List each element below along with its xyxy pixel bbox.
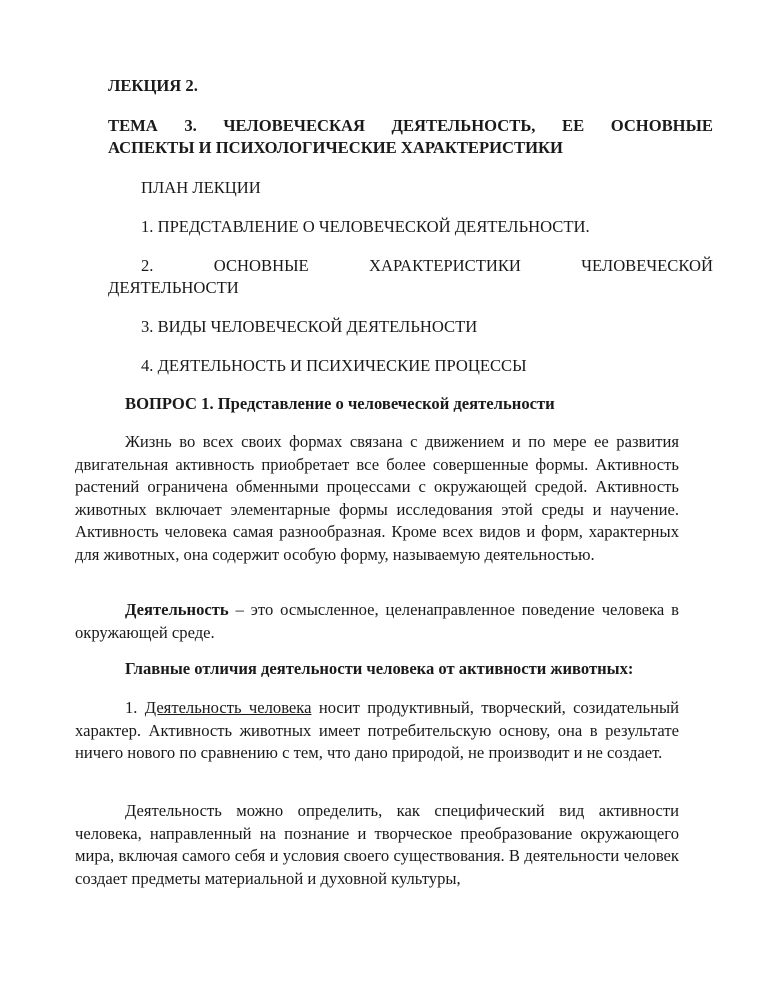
- definition-term: Деятельность: [125, 600, 229, 619]
- differences-heading: Главные отличия деятельности человека от активности животных:: [125, 659, 634, 678]
- plan-item-2-word: ХАРАКТЕРИСТИКИ: [369, 256, 521, 275]
- plan-item-3: 3. ВИДЫ ЧЕЛОВЕЧЕСКОЙ ДЕЯТЕЛЬНОСТИ: [141, 317, 478, 336]
- topic-word: ДЕЯТЕЛЬНОСТЬ,: [391, 116, 536, 135]
- topic-word: ЕЕ: [562, 116, 585, 135]
- paragraph-activity-forms: Жизнь во всех своих формах связана с движением и по мере ее развития двигательная активность приобретает все более совершенные формы. Активность растений ограничена обменными процессами с окружающей средой. Активность животных включает элементарные формы исследования этой среды и научение. Активность человека самая разнообразная. Кроме всех видов и форм, характерных для животных, она содержит особую форму, называемую деятельностью.: [75, 432, 679, 564]
- lecture-number: ЛЕКЦИЯ 2.: [108, 76, 198, 95]
- difference-text: носит продуктивный, творческий, созидательный характер. Активность животных имеет потребительскую основу, она в результате ничего нового по сравнению с тем, что дано природой, не производит и не создает.: [75, 698, 679, 762]
- plan-item-2-word: ОСНОВНЫЕ: [213, 256, 309, 275]
- plan-item-2-word: ЧЕЛОВЕЧЕСКОЙ: [581, 256, 713, 275]
- paragraph-activity-definition: Деятельность можно определить, как специфический вид активности человека, направленный на познание и творческое преобразование окружающего мира, включая самого себя и условия своего существования. В деятельности человек создает предметы материальной и духовной культуры,: [75, 801, 679, 888]
- difference-underlined-term: Деятельность человека: [144, 698, 312, 717]
- difference-number: 1.: [125, 698, 145, 717]
- definition-text: – это осмысленное, целенаправленное поведение человека в окружающей среде.: [75, 600, 679, 642]
- topic-word: 3.: [184, 116, 197, 135]
- plan-item-1: 1. ПРЕДСТАВЛЕНИЕ О ЧЕЛОВЕЧЕСКОЙ ДЕЯТЕЛЬНОСТИ.: [141, 217, 590, 236]
- question-heading: ВОПРОС 1. Представление о человеческой деятельности: [125, 394, 555, 413]
- paragraph-definition: [75, 599, 679, 644]
- topic-line-2: АСПЕКТЫ И ПСИХОЛОГИЧЕСКИЕ ХАРАКТЕРИСТИКИ: [108, 138, 563, 157]
- plan-title: ПЛАН ЛЕКЦИИ: [141, 178, 261, 197]
- topic-line-1: [108, 116, 713, 136]
- plan-item-2-word: 2.: [141, 256, 154, 275]
- paragraph-difference-1: [75, 697, 679, 765]
- plan-item-4: 4. ДЕЯТЕЛЬНОСТЬ И ПСИХИЧЕСКИЕ ПРОЦЕССЫ: [141, 356, 527, 375]
- topic-word: ОСНОВНЫЕ: [610, 116, 713, 135]
- topic-word: ЧЕЛОВЕЧЕСКАЯ: [223, 116, 365, 135]
- plan-item-2: [141, 256, 713, 276]
- plan-item-2-continuation: ДЕЯТЕЛЬНОСТИ: [108, 278, 239, 297]
- topic-word: ТЕМА: [108, 116, 158, 135]
